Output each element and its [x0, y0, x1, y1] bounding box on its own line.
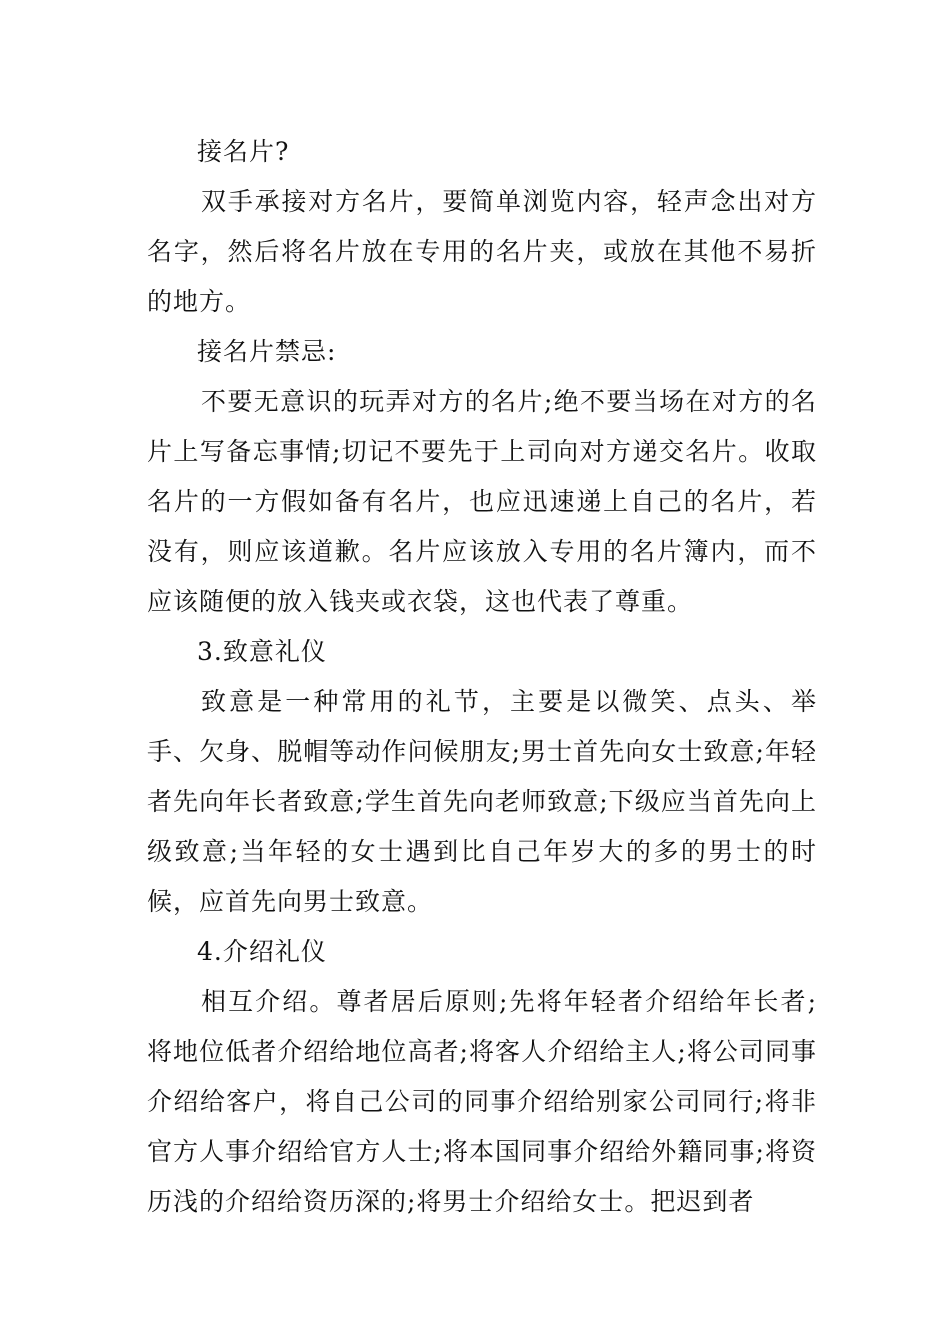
document-body	[147, 127, 817, 1227]
heading-greeting-etiquette: 3.致意礼仪	[197, 637, 327, 666]
heading-receive-card-taboos: 接名片禁忌:	[197, 337, 337, 366]
heading-introduction-etiquette: 4.介绍礼仪	[197, 937, 327, 966]
paragraph-receive-card-taboos: 不要无意识的玩弄对方的名片;绝不要当场在对方的名片上写备忘事情;切记不要先于上司向对方递交名片。收取名片的一方假如备有名片，也应迅速递上自己的名片，若没有，则应该道歉。名片应该放入专用的名片簿内，而不应该随便的放入钱夹或衣袋，这也代表了尊重。	[147, 387, 817, 616]
paragraph-receive-card: 双手承接对方名片，要简单浏览内容，轻声念出对方名字，然后将名片放在专用的名片夹，或放在其他不易折的地方。	[147, 187, 817, 316]
paragraph-introduction-etiquette: 相互介绍。尊者居后原则;先将年轻者介绍给年长者;将地位低者介绍给地位高者;将客人介绍给主人;将公司同事介绍给客户，将自己公司的同事介绍给别家公司同行;将非官方人事介绍给官方人士;将本国同事介绍给外籍同事;将资历浅的介绍给资历深的;将男士介绍给女士。把迟到者	[147, 987, 817, 1216]
heading-receive-card: 接名片?	[197, 137, 290, 166]
paragraph-greeting-etiquette: 致意是一种常用的礼节，主要是以微笑、点头、举手、欠身、脱帽等动作问候朋友;男士首先向女士致意;年轻者先向年长者致意;学生首先向老师致意;下级应当首先向上级致意;当年轻的女士遇到比自己年岁大的多的男士的时候，应首先向男士致意。	[147, 687, 817, 916]
